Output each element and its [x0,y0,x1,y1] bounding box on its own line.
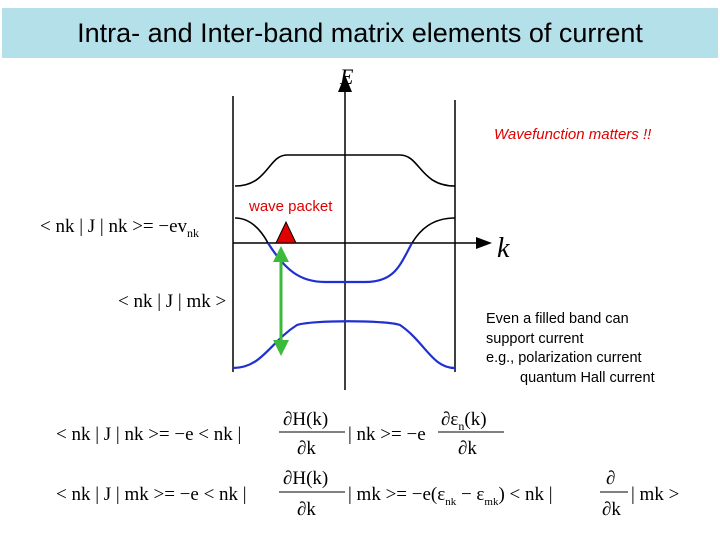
momentum-axis-arrowhead [476,237,492,249]
eq2-sub1: nk [445,496,457,508]
eq2-minus: − ε [456,484,485,505]
eq2-tail: ) < nk | [498,484,553,505]
upper-band-edge-left [235,218,268,243]
wavefunction-annotation: Wavefunction matters !! [494,126,652,143]
eq1-mid: | nk >= −e [348,424,426,445]
filled-band-note [486,310,716,388]
upper-band-edge-right [412,218,455,243]
momentum-axis-label: k [497,233,510,264]
wave-packet [276,222,296,243]
eq1-rhs-num-tail: (k) [464,409,487,430]
eq2-end: | mk > [631,484,680,505]
eq2-mid [348,484,553,508]
eq2-frac-den: ∂k [297,499,316,520]
intraband-label-text: < nk | J | nk >= −ev [40,216,188,237]
eq1-frac-num: ∂H(k) [283,409,329,430]
equation-interband [56,468,679,520]
interband-arrow-bottom [273,340,289,356]
note-line-1: Even a filled band can [486,311,629,327]
eq2-lhs: < nk | J | mk >= −e < nk | [56,484,247,505]
intraband-label-sub: nk [187,226,200,240]
wave-packet-label: wave packet [249,198,333,215]
interband-label: < nk | J | mk > [118,291,227,312]
second-band [233,321,455,368]
eq1-rhs-num [441,409,487,433]
eq1-rhs-num-main: ∂ε [441,409,459,430]
eq2-rhs-den: ∂k [602,499,621,520]
eq1-rhs-den: ∂k [458,438,477,459]
eq2-sub2: mk [484,496,499,508]
equation-intraband [56,409,504,459]
eq1-frac-den: ∂k [297,438,316,459]
lower-band [268,243,412,282]
eq2-frac-num: ∂H(k) [283,468,329,489]
energy-axis-label: E [340,64,354,89]
eq2-mid-main: | mk >= −e(ε [348,484,446,505]
eq2-rhs-num: ∂ [606,468,616,489]
note-line-2: support current [486,330,584,347]
note-line-4: quantum Hall current [520,369,655,386]
slide-title: Intra- and Inter-band matrix elements of current [77,17,643,48]
note-line-3: e.g., polarization current [486,350,642,366]
eq1-rhs-num-sub: n [458,419,465,433]
intraband-label [40,216,199,240]
eq1-lhs: < nk | J | nk >= −e < nk | [56,424,242,445]
